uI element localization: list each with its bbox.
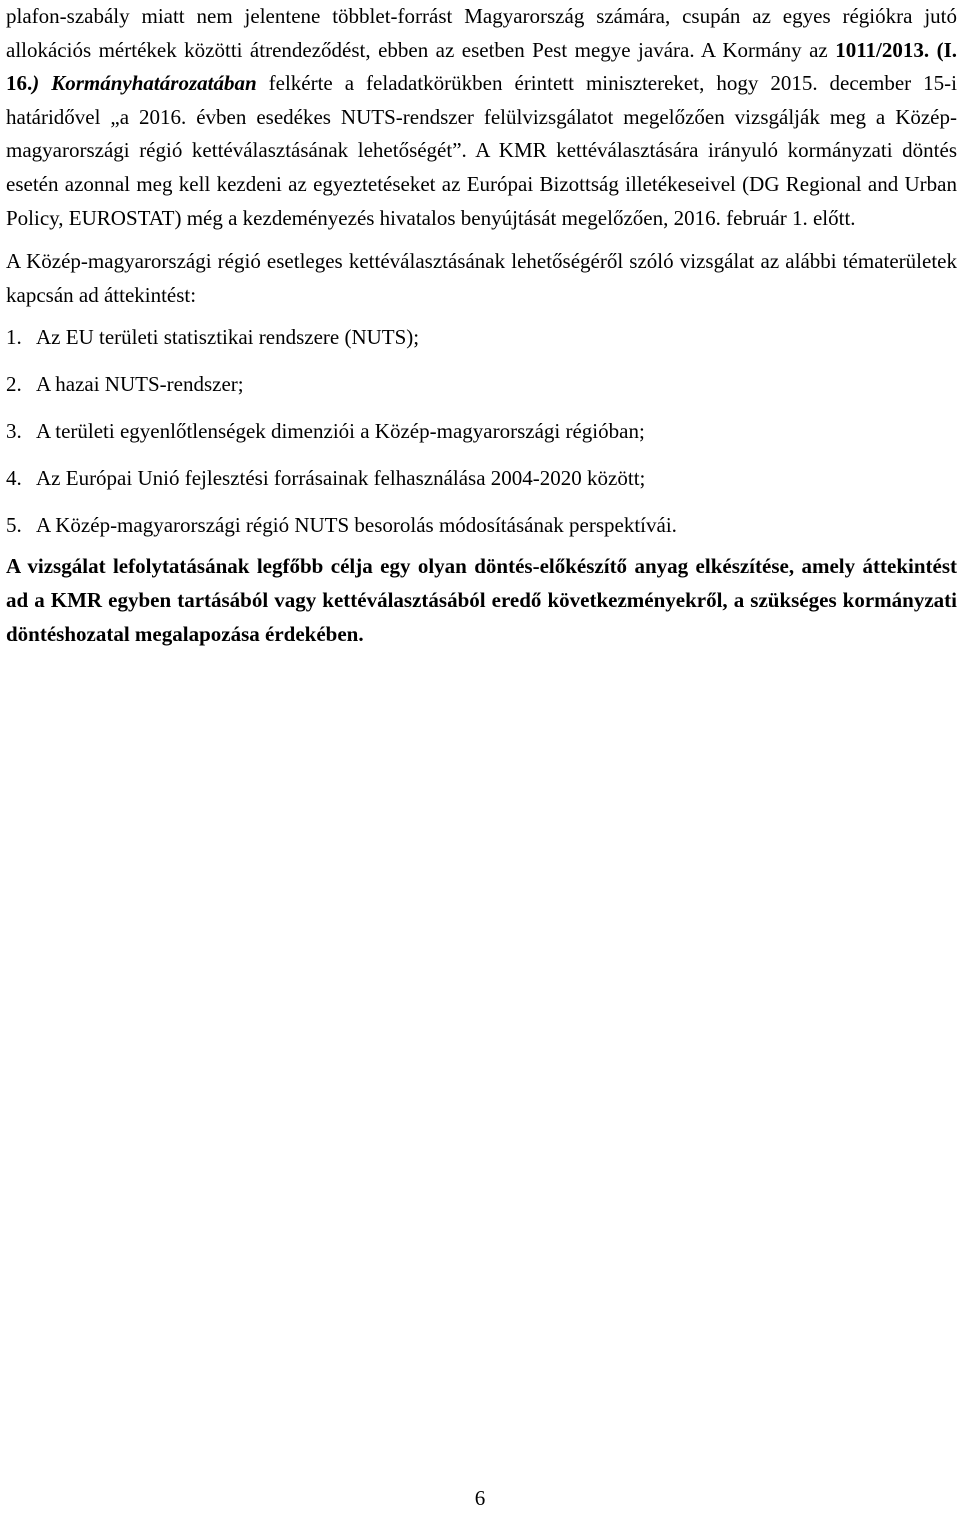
list-item-number: 3.: [6, 419, 22, 444]
list-item-number: 2.: [6, 372, 22, 397]
bold-summary-paragraph: A vizsgálat lefolytatásának legfőbb célja egy olyan döntés-előkészítő anyag elkészítése, amely áttekintést ad a KMR egyben tartásából vagy kettéválasztásából eredő következményekről, a szükséges kormányzati döntéshozatal megalapozása érdekében.: [6, 554, 957, 646]
list-item-text: A hazai NUTS-rendszer;: [36, 372, 244, 397]
list-item: [6, 414, 957, 448]
body-paragraph-1: [6, 0, 957, 235]
list-item-number: 4.: [6, 466, 22, 491]
list-item-number: 1.: [6, 325, 22, 350]
resolution-title: Kormányhatározatában: [39, 71, 257, 96]
list-item: [6, 320, 957, 354]
list-item-text: Az Európai Unió fejlesztési forrásainak felhasználása 2004-2020 között;: [36, 466, 646, 491]
list-item-text: Az EU területi statisztikai rendszere (NUTS);: [36, 325, 420, 350]
list-item: [6, 508, 957, 542]
list-item: [6, 367, 957, 401]
resolution-paren: ): [32, 71, 40, 96]
list-item-text: A Közép-magyarországi régió NUTS besorolás módosításának perspektívái.: [36, 513, 677, 538]
topic-list: [6, 320, 957, 542]
page-number: 6: [474, 1486, 486, 1510]
resolution-number: 1011/2013. (I. 16.: [6, 37, 957, 96]
list-item-number: 5.: [6, 513, 22, 538]
list-item: [6, 461, 957, 495]
paragraph-1-text-a: plafon-szabály miatt nem jelentene többlet-forrást Magyarország számára, csupán az egyes régiókra jutó allokációs mértékek közötti átrendeződést, ebben az esetben Pest megye javára. A Kormány az: [6, 4, 957, 62]
list-item-text: A területi egyenlőtlenségek dimenziói a Közép-magyarországi régióban;: [36, 419, 645, 444]
body-paragraph-2: A Közép-magyarországi régió esetleges kettéválasztásának lehetőségéről szóló vizsgálat az alábbi tématerületek kapcsán ad áttekintést:: [6, 249, 957, 307]
document-page: [6, 0, 957, 651]
paragraph-1-text-b: felkérte a feladatkörükben érintett minisztereket, hogy 2015. december 15-i határidővel „a 2016. évben esedékes NUTS-rendszer felülvizsgálatot megelőzően vizsgálják meg a Közép-magyarországi régió kettéválasztásának lehetőségét”. A KMR kettéválasztására irányuló kormányzati döntés esetén azonnal meg kell kezdeni az egyeztetéseket az Európai Bizottság illetékeseivel (DG Regional and Urban Policy, EUROSTAT) még a kezdeményezés hivatalos benyújtását megelőzően, 2016. február 1. előtt.: [6, 71, 957, 230]
